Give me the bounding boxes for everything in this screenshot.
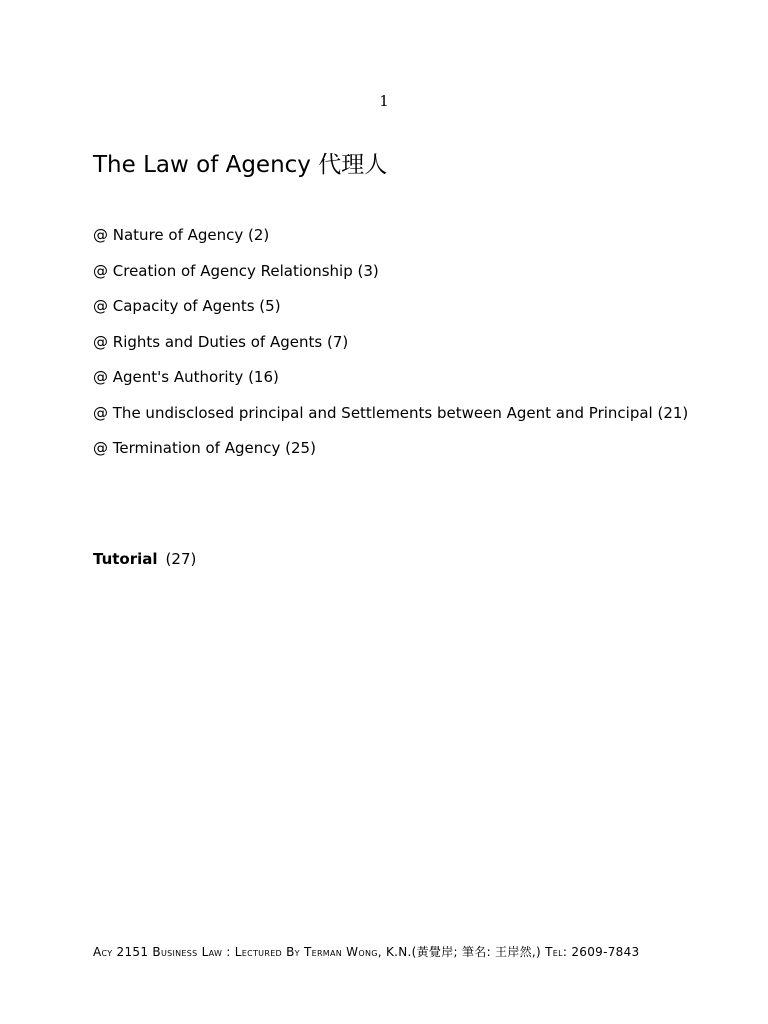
footer-lecturer: Terman Wong [303, 945, 378, 959]
tutorial-entry [93, 550, 196, 568]
toc-item-creation: @ Creation of Agency Relationship (3) [93, 261, 379, 280]
page-number: 1 [379, 92, 389, 110]
toc-item-rights-duties: @ Rights and Duties of Agents (7) [93, 332, 349, 351]
toc-item-undisclosed-principal: @ The undisclosed principal and Settlements between Agent and Principal (21) [93, 403, 689, 422]
tutorial-page: (27) [165, 550, 197, 568]
footer-lectured-by: Lectured By [234, 945, 300, 959]
footer-separator: : [222, 945, 235, 959]
footer-details: , K.N.(黃覺岸; 筆名: 王岸然,) [377, 945, 546, 959]
toc-item-termination: @ Termination of Agency (25) [93, 439, 316, 457]
footer-course: Acy 2151 Business Law [93, 945, 223, 959]
toc-item-nature: @ Nature of Agency (2) [93, 226, 270, 244]
toc-item-authority: @ Agent's Authority (16) [93, 368, 279, 386]
document-title: The Law of Agency 代理人 [93, 152, 388, 178]
tutorial-label: Tutorial [93, 550, 158, 568]
page-footer [93, 945, 653, 959]
footer-tel-label: Tel [545, 945, 563, 959]
table-of-contents [93, 226, 693, 475]
footer-tel: : 2609-7843 [562, 945, 640, 959]
toc-item-capacity: @ Capacity of Agents (5) [93, 297, 281, 315]
